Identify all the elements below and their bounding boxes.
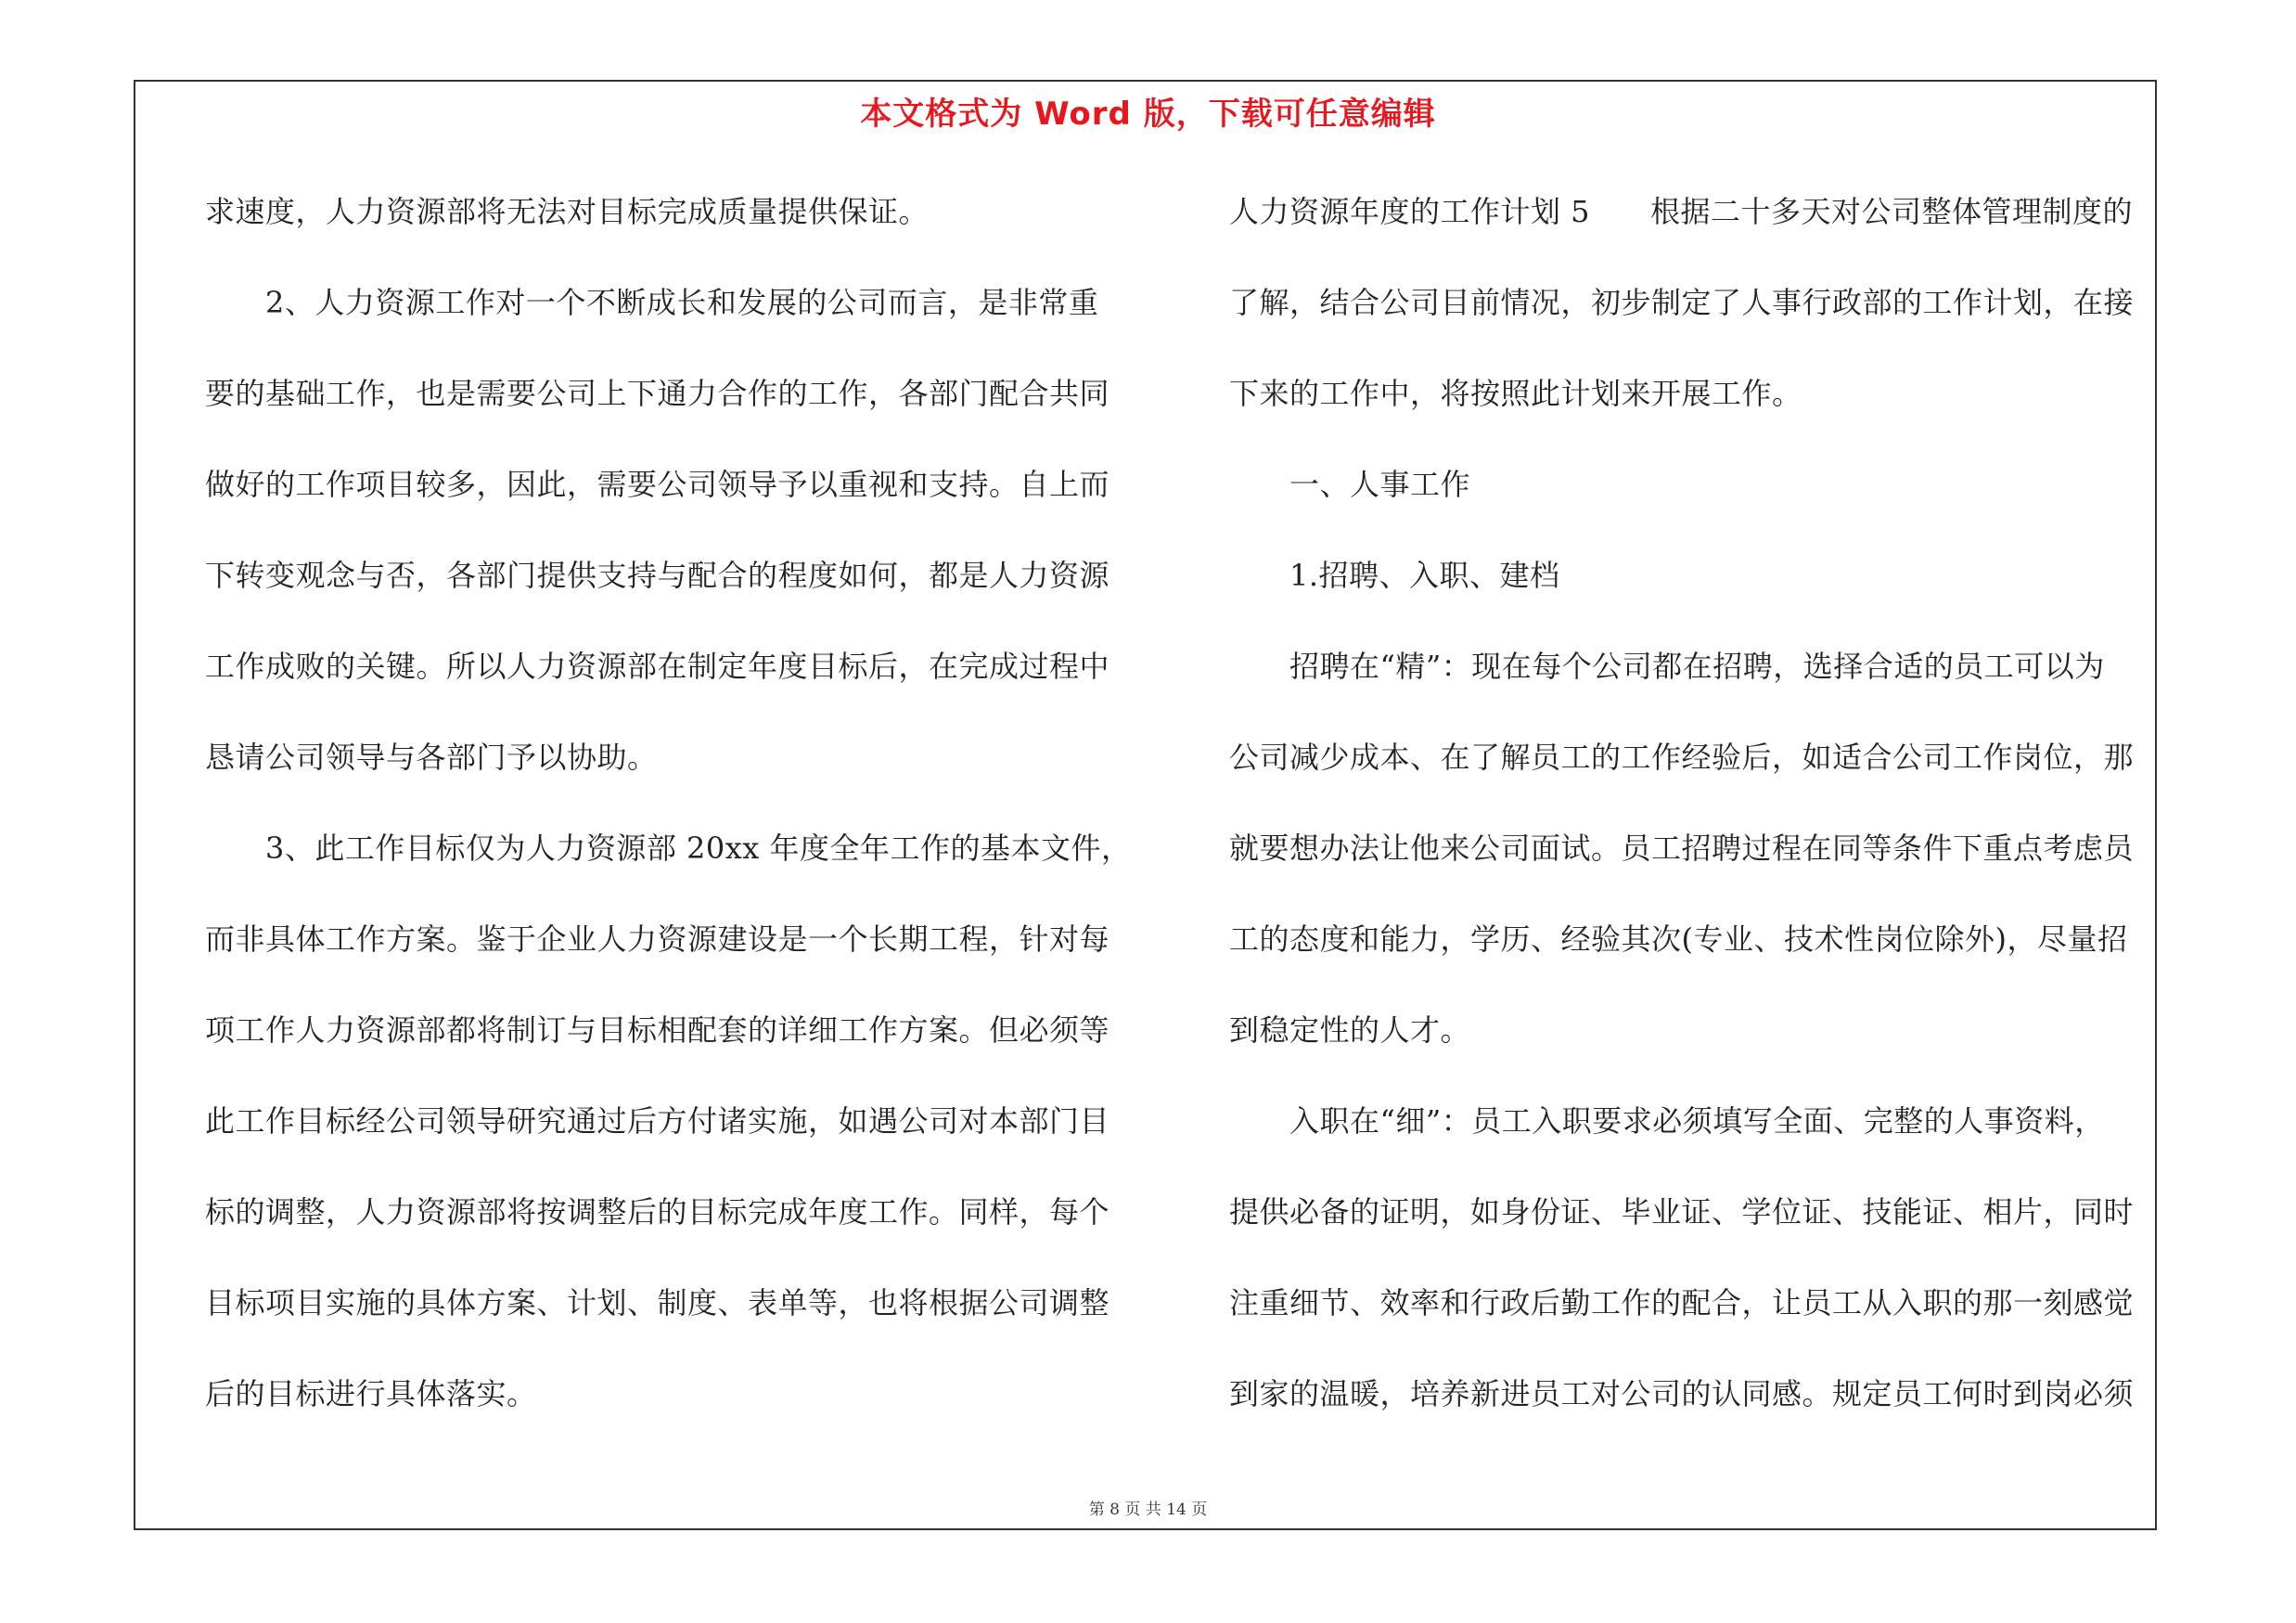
page-number-footer: 第 8 页 共 14 页 bbox=[1088, 1501, 1208, 1519]
text-line: 工作成败的关键。所以人力资源部在制定年度目标后，在完成过程中 bbox=[205, 649, 1110, 684]
text-line: 到稳定性的人才。 bbox=[1229, 1012, 1471, 1048]
text-line: 下转变观念与否，各部门提供支持与配合的程度如何，都是人力资源 bbox=[205, 558, 1110, 593]
text-line: 后的目标进行具体落实。 bbox=[205, 1376, 537, 1411]
text-line: 了解，结合公司目前情况，初步制定了人事行政部的工作计划，在接 bbox=[1229, 285, 2135, 320]
text-line: 到家的温暖，培养新进员工对公司的认同感。规定员工何时到岗必须 bbox=[1229, 1376, 2135, 1411]
text-line: 做好的工作项目较多，因此，需要公司领导予以重视和支持。自上而 bbox=[205, 467, 1110, 502]
text-line: 恳请公司领导与各部门予以协助。 bbox=[205, 740, 658, 775]
text-line: 3、此工作目标仅为人力资源部 20xx 年度全年工作的基本文件， bbox=[205, 831, 1132, 866]
text-line: 目标项目实施的具体方案、计划、制度、表单等，也将根据公司调整 bbox=[205, 1285, 1110, 1320]
text-line: 标的调整，人力资源部将按调整后的目标完成年度工作。同样，每个 bbox=[205, 1194, 1110, 1230]
text-line: 1.招聘、入职、建档 bbox=[1229, 558, 1560, 593]
text-line: 公司减少成本、在了解员工的工作经验后，如适合公司工作岗位，那 bbox=[1229, 740, 2135, 775]
text-line: 提供必备的证明，如身份证、毕业证、学位证、技能证、相片，同时 bbox=[1229, 1194, 2135, 1230]
text-line: 一、人事工作 bbox=[1229, 467, 1471, 502]
text-line: 求速度，人力资源部将无法对目标完成质量提供保证。 bbox=[205, 194, 930, 229]
right-text-column bbox=[1229, 194, 2148, 1485]
text-line: 此工作目标经公司领导研究通过后方付诸实施，如遇公司对本部门目 bbox=[205, 1103, 1110, 1139]
text-line: 招聘在“精”：现在每个公司都在招聘，选择合适的员工可以为 bbox=[1229, 649, 2105, 684]
text-line: 要的基础工作，也是需要公司上下通力合作的工作，各部门配合共同 bbox=[205, 376, 1110, 411]
text-line: 项工作人力资源部都将制订与目标相配套的详细工作方案。但必须等 bbox=[205, 1012, 1110, 1048]
text-line: 注重细节、效率和行政后勤工作的配合，让员工从入职的那一刻感觉 bbox=[1229, 1285, 2135, 1320]
left-text-column bbox=[205, 194, 1132, 1485]
text-line: 就要想办法让他来公司面试。员工招聘过程在同等条件下重点考虑员 bbox=[1229, 831, 2135, 866]
document-banner: 本文格式为 Word 版，下载可任意编辑 bbox=[860, 96, 1436, 133]
text-line: 下来的工作中，将按照此计划来开展工作。 bbox=[1229, 376, 1802, 411]
text-line: 2、人力资源工作对一个不断成长和发展的公司而言，是非常重 bbox=[205, 285, 1099, 320]
text-line: 人力资源年度的工作计划 5 根据二十多天对公司整体管理制度的 bbox=[1229, 194, 2134, 229]
text-line: 而非具体工作方案。鉴于企业人力资源建设是一个长期工程，针对每 bbox=[205, 921, 1110, 957]
text-line: 入职在“细”：员工入职要求必须填写全面、完整的人事资料， bbox=[1229, 1103, 2105, 1139]
text-line: 工的态度和能力，学历、经验其次(专业、技术性岗位除外)，尽量招 bbox=[1229, 921, 2128, 957]
